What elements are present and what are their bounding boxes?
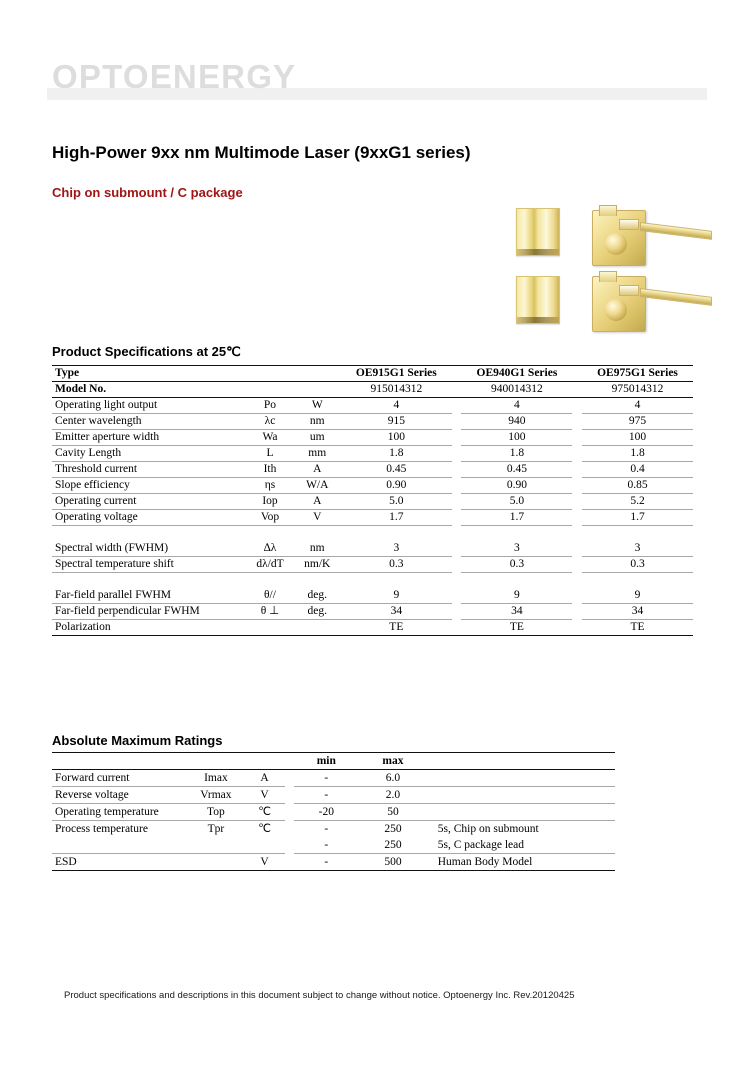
row-symbol: Vop bbox=[246, 510, 293, 526]
row-min: -20 bbox=[294, 804, 358, 821]
spacer-cell bbox=[52, 526, 246, 542]
col-header-note bbox=[428, 753, 615, 770]
column-gap bbox=[285, 787, 295, 804]
column-gap bbox=[572, 588, 582, 604]
row-value-2: 5.0 bbox=[461, 494, 572, 510]
row-max: 250 bbox=[384, 823, 402, 835]
col-header-type: Type bbox=[52, 366, 246, 382]
row-value-2: 1.7 bbox=[461, 510, 572, 526]
row-symbol: θ// bbox=[246, 588, 293, 604]
col-header-unit bbox=[244, 753, 285, 770]
row-note: Human Body Model bbox=[428, 854, 615, 871]
row-value-3: 3 bbox=[582, 541, 693, 557]
row-label: Far-field perpendicular FWHM bbox=[52, 604, 246, 620]
row-label: ESD bbox=[52, 854, 188, 871]
row-min: - bbox=[294, 854, 358, 871]
row-unit: A bbox=[244, 770, 285, 787]
row-label-model-no: Model No. bbox=[52, 382, 246, 398]
column-gap bbox=[452, 462, 462, 478]
row-symbol: Top bbox=[188, 804, 245, 821]
row-symbol bbox=[188, 837, 245, 854]
row-value-1: 1.8 bbox=[341, 446, 452, 462]
page-subtitle: Chip on submount / C package bbox=[52, 185, 243, 200]
row-label: Process temperature bbox=[55, 823, 148, 835]
column-gap bbox=[285, 804, 295, 821]
table-row bbox=[52, 588, 693, 604]
row-value-1: 0.3 bbox=[341, 557, 452, 573]
col-header-min: min bbox=[294, 753, 358, 770]
row-value-2: 9 bbox=[461, 588, 572, 604]
row-symbol: ∆λ bbox=[246, 541, 293, 557]
col-header-symbol bbox=[188, 753, 245, 770]
column-gap bbox=[452, 398, 462, 414]
column-gap bbox=[572, 604, 582, 620]
row-label: Cavity Length bbox=[52, 446, 246, 462]
row-max: 50 bbox=[358, 804, 428, 821]
column-gap bbox=[572, 462, 582, 478]
spacer-cell bbox=[294, 573, 341, 589]
table-row bbox=[52, 821, 615, 838]
row-unit bbox=[294, 382, 341, 398]
row-unit bbox=[244, 837, 285, 854]
row-unit: V bbox=[294, 510, 341, 526]
row-unit: A bbox=[294, 494, 341, 510]
row-value-2: TE bbox=[461, 620, 572, 636]
row-symbol: θ ⊥ bbox=[246, 604, 293, 620]
row-unit: ℃ bbox=[244, 804, 285, 821]
row-symbol: Tpr bbox=[207, 823, 225, 835]
col-header-series-2: OE940G1 Series bbox=[461, 366, 572, 382]
spacer-cell bbox=[452, 573, 462, 589]
column-gap bbox=[452, 366, 462, 382]
row-value-1: 0.45 bbox=[341, 462, 452, 478]
row-value-3: 975 bbox=[582, 414, 693, 430]
table-row bbox=[52, 604, 693, 620]
row-value-1: 34 bbox=[341, 604, 452, 620]
row-label: Spectral temperature shift bbox=[52, 557, 246, 573]
row-unit: deg. bbox=[294, 588, 341, 604]
ratings-section-heading: Absolute Maximum Ratings bbox=[52, 733, 223, 748]
spacer-cell bbox=[572, 573, 582, 589]
table-row bbox=[52, 854, 615, 871]
row-unit: nm bbox=[294, 541, 341, 557]
table-row bbox=[52, 557, 693, 573]
row-label: Threshold current bbox=[52, 462, 246, 478]
table-row bbox=[52, 462, 693, 478]
table-row bbox=[52, 398, 693, 414]
column-gap bbox=[452, 620, 462, 636]
row-label: Operating current bbox=[52, 494, 246, 510]
row-label: Spectral width (FWHM) bbox=[52, 541, 246, 557]
row-unit: V bbox=[244, 787, 285, 804]
row-min: - bbox=[294, 770, 358, 787]
row-note: 5s, C package lead bbox=[428, 837, 615, 854]
row-value-3: TE bbox=[582, 620, 693, 636]
row-value-3: 9 bbox=[582, 588, 693, 604]
row-value-1: TE bbox=[341, 620, 452, 636]
row-label bbox=[52, 837, 188, 854]
row-symbol: dλ/dT bbox=[246, 557, 293, 573]
column-gap bbox=[572, 366, 582, 382]
col-header-unit bbox=[294, 366, 341, 382]
column-gap bbox=[452, 446, 462, 462]
row-value-3: 0.4 bbox=[582, 462, 693, 478]
table-row-type bbox=[52, 366, 693, 382]
row-label: Operating light output bbox=[52, 398, 246, 414]
row-symbol: Wa bbox=[246, 430, 293, 446]
spacer-cell bbox=[582, 573, 693, 589]
row-label: Polarization bbox=[52, 620, 246, 636]
column-gap bbox=[572, 620, 582, 636]
spacer-cell bbox=[461, 573, 572, 589]
model-no-1: 915014312 bbox=[341, 382, 452, 398]
row-note: 5s, Chip on submount bbox=[437, 823, 539, 835]
row-label: Forward current bbox=[52, 770, 188, 787]
row-label: Emitter aperture width bbox=[52, 430, 246, 446]
row-value-1: 9 bbox=[341, 588, 452, 604]
row-symbol bbox=[246, 382, 293, 398]
row-value-2: 0.45 bbox=[461, 462, 572, 478]
column-gap bbox=[452, 541, 462, 557]
table-row bbox=[52, 541, 693, 557]
row-symbol: ηs bbox=[246, 478, 293, 494]
row-unit: A bbox=[294, 462, 341, 478]
column-gap bbox=[572, 446, 582, 462]
row-symbol bbox=[246, 620, 293, 636]
column-gap bbox=[452, 588, 462, 604]
row-value-2: 940 bbox=[461, 414, 572, 430]
column-gap bbox=[572, 494, 582, 510]
spacer-cell bbox=[461, 526, 572, 542]
table-row bbox=[52, 804, 615, 821]
spacer-cell bbox=[52, 573, 246, 589]
column-gap bbox=[285, 753, 295, 770]
c-package-lead-top bbox=[640, 222, 712, 240]
column-gap bbox=[572, 382, 582, 398]
col-header-series-1: OE915G1 Series bbox=[341, 366, 452, 382]
footer-disclaimer: Product specifications and descriptions in this document subject to change without notice. Optoenergy Inc. Rev.20120425 bbox=[64, 990, 575, 1001]
row-unit: W bbox=[294, 398, 341, 414]
column-gap bbox=[452, 414, 462, 430]
row-unit: V bbox=[244, 854, 285, 871]
chip-on-submount-image-bottom bbox=[516, 276, 560, 324]
table-row bbox=[52, 478, 693, 494]
col-header-symbol bbox=[246, 366, 293, 382]
c-package-aperture bbox=[605, 233, 627, 255]
product-specifications-table bbox=[52, 365, 693, 636]
row-unit: ℃ bbox=[258, 823, 272, 835]
row-value-1: 5.0 bbox=[341, 494, 452, 510]
table-row bbox=[52, 787, 615, 804]
row-value-2: 1.8 bbox=[461, 446, 572, 462]
spacer-cell bbox=[452, 526, 462, 542]
product-photo-group bbox=[500, 200, 710, 330]
row-max: 250 bbox=[358, 837, 428, 854]
col-header-parameter bbox=[52, 753, 188, 770]
row-symbol: Ith bbox=[246, 462, 293, 478]
row-unit: nm bbox=[294, 414, 341, 430]
column-gap bbox=[452, 604, 462, 620]
row-symbol bbox=[188, 854, 245, 871]
section-spacer bbox=[52, 526, 693, 542]
spacer-cell bbox=[341, 526, 452, 542]
column-gap bbox=[572, 398, 582, 414]
table-row bbox=[52, 494, 693, 510]
row-note bbox=[428, 770, 615, 787]
row-value-2: 0.90 bbox=[461, 478, 572, 494]
chip-on-submount-image-top bbox=[516, 208, 560, 256]
table-row bbox=[52, 770, 615, 787]
column-gap bbox=[452, 510, 462, 526]
section-spacer bbox=[52, 573, 693, 589]
row-label: Operating voltage bbox=[52, 510, 246, 526]
row-value-1: 1.7 bbox=[341, 510, 452, 526]
column-gap bbox=[572, 510, 582, 526]
row-label: Center wavelength bbox=[52, 414, 246, 430]
column-gap bbox=[285, 821, 295, 838]
table-row bbox=[52, 837, 615, 854]
table-row bbox=[52, 430, 693, 446]
table-row bbox=[52, 446, 693, 462]
column-gap bbox=[285, 854, 295, 871]
c-package-tab bbox=[619, 285, 639, 296]
row-value-2: 3 bbox=[461, 541, 572, 557]
row-note bbox=[428, 787, 615, 804]
row-value-3: 100 bbox=[582, 430, 693, 446]
c-package-notch bbox=[599, 205, 617, 216]
row-value-2: 0.3 bbox=[461, 557, 572, 573]
row-unit bbox=[294, 620, 341, 636]
row-symbol: Po bbox=[246, 398, 293, 414]
row-unit: deg. bbox=[294, 604, 341, 620]
row-value-1: 3 bbox=[341, 541, 452, 557]
row-symbol: Imax bbox=[188, 770, 245, 787]
row-unit: mm bbox=[294, 446, 341, 462]
c-package-tab bbox=[619, 219, 639, 230]
column-gap bbox=[452, 430, 462, 446]
col-header-max: max bbox=[358, 753, 428, 770]
row-value-3: 0.3 bbox=[582, 557, 693, 573]
column-gap bbox=[452, 557, 462, 573]
col-header-series-3: OE975G1 Series bbox=[582, 366, 693, 382]
column-gap bbox=[572, 557, 582, 573]
model-no-3: 975014312 bbox=[582, 382, 693, 398]
model-no-2: 940014312 bbox=[461, 382, 572, 398]
row-value-3: 0.85 bbox=[582, 478, 693, 494]
table-row bbox=[52, 510, 693, 526]
row-label: Far-field parallel FWHM bbox=[52, 588, 246, 604]
column-gap bbox=[572, 430, 582, 446]
row-symbol: λc bbox=[246, 414, 293, 430]
row-value-2: 4 bbox=[461, 398, 572, 414]
table-row bbox=[52, 414, 693, 430]
table-row-minmax-header bbox=[52, 753, 615, 770]
row-unit: nm/K bbox=[294, 557, 341, 573]
row-min: - bbox=[294, 837, 358, 854]
column-gap bbox=[572, 414, 582, 430]
row-value-1: 100 bbox=[341, 430, 452, 446]
spacer-cell bbox=[572, 526, 582, 542]
row-unit: W/A bbox=[294, 478, 341, 494]
row-symbol: Iop bbox=[246, 494, 293, 510]
row-label: Reverse voltage bbox=[52, 787, 188, 804]
row-max: 6.0 bbox=[358, 770, 428, 787]
row-value-1: 915 bbox=[341, 414, 452, 430]
row-unit: um bbox=[294, 430, 341, 446]
row-value-3: 4 bbox=[582, 398, 693, 414]
column-gap bbox=[452, 494, 462, 510]
c-package-lead-bottom bbox=[640, 288, 712, 306]
row-value-3: 5.2 bbox=[582, 494, 693, 510]
row-label: Operating temperature bbox=[52, 804, 188, 821]
spacer-cell bbox=[246, 526, 293, 542]
page-title: High-Power 9xx nm Multimode Laser (9xxG1 series) bbox=[52, 143, 471, 162]
spacer-cell bbox=[246, 573, 293, 589]
row-max: 500 bbox=[358, 854, 428, 871]
row-symbol: L bbox=[246, 446, 293, 462]
spec-section-heading: Product Specifications at 25℃ bbox=[52, 344, 241, 359]
c-package-image-bottom bbox=[592, 276, 646, 332]
row-value-2: 34 bbox=[461, 604, 572, 620]
spacer-cell bbox=[582, 526, 693, 542]
row-value-3: 1.7 bbox=[582, 510, 693, 526]
column-gap bbox=[572, 541, 582, 557]
row-value-1: 4 bbox=[341, 398, 452, 414]
table-row-model-no bbox=[52, 382, 693, 398]
row-max: 2.0 bbox=[358, 787, 428, 804]
column-gap bbox=[452, 382, 462, 398]
column-gap bbox=[572, 478, 582, 494]
row-value-2: 100 bbox=[461, 430, 572, 446]
absolute-maximum-ratings-table bbox=[52, 752, 615, 871]
spacer-cell bbox=[294, 526, 341, 542]
column-gap bbox=[285, 837, 295, 854]
row-min: - bbox=[294, 787, 358, 804]
row-symbol: Vrmax bbox=[188, 787, 245, 804]
c-package-notch bbox=[599, 271, 617, 282]
company-logo: OPTOENERGY bbox=[52, 58, 297, 95]
c-package-aperture bbox=[605, 299, 627, 321]
table-row bbox=[52, 620, 693, 636]
row-note bbox=[428, 804, 615, 821]
row-min: - bbox=[324, 823, 329, 835]
column-gap bbox=[452, 478, 462, 494]
row-label: Slope efficiency bbox=[52, 478, 246, 494]
row-value-3: 1.8 bbox=[582, 446, 693, 462]
row-value-1: 0.90 bbox=[341, 478, 452, 494]
column-gap bbox=[285, 770, 295, 787]
row-value-3: 34 bbox=[582, 604, 693, 620]
spacer-cell bbox=[341, 573, 452, 589]
c-package-image-top bbox=[592, 210, 646, 266]
